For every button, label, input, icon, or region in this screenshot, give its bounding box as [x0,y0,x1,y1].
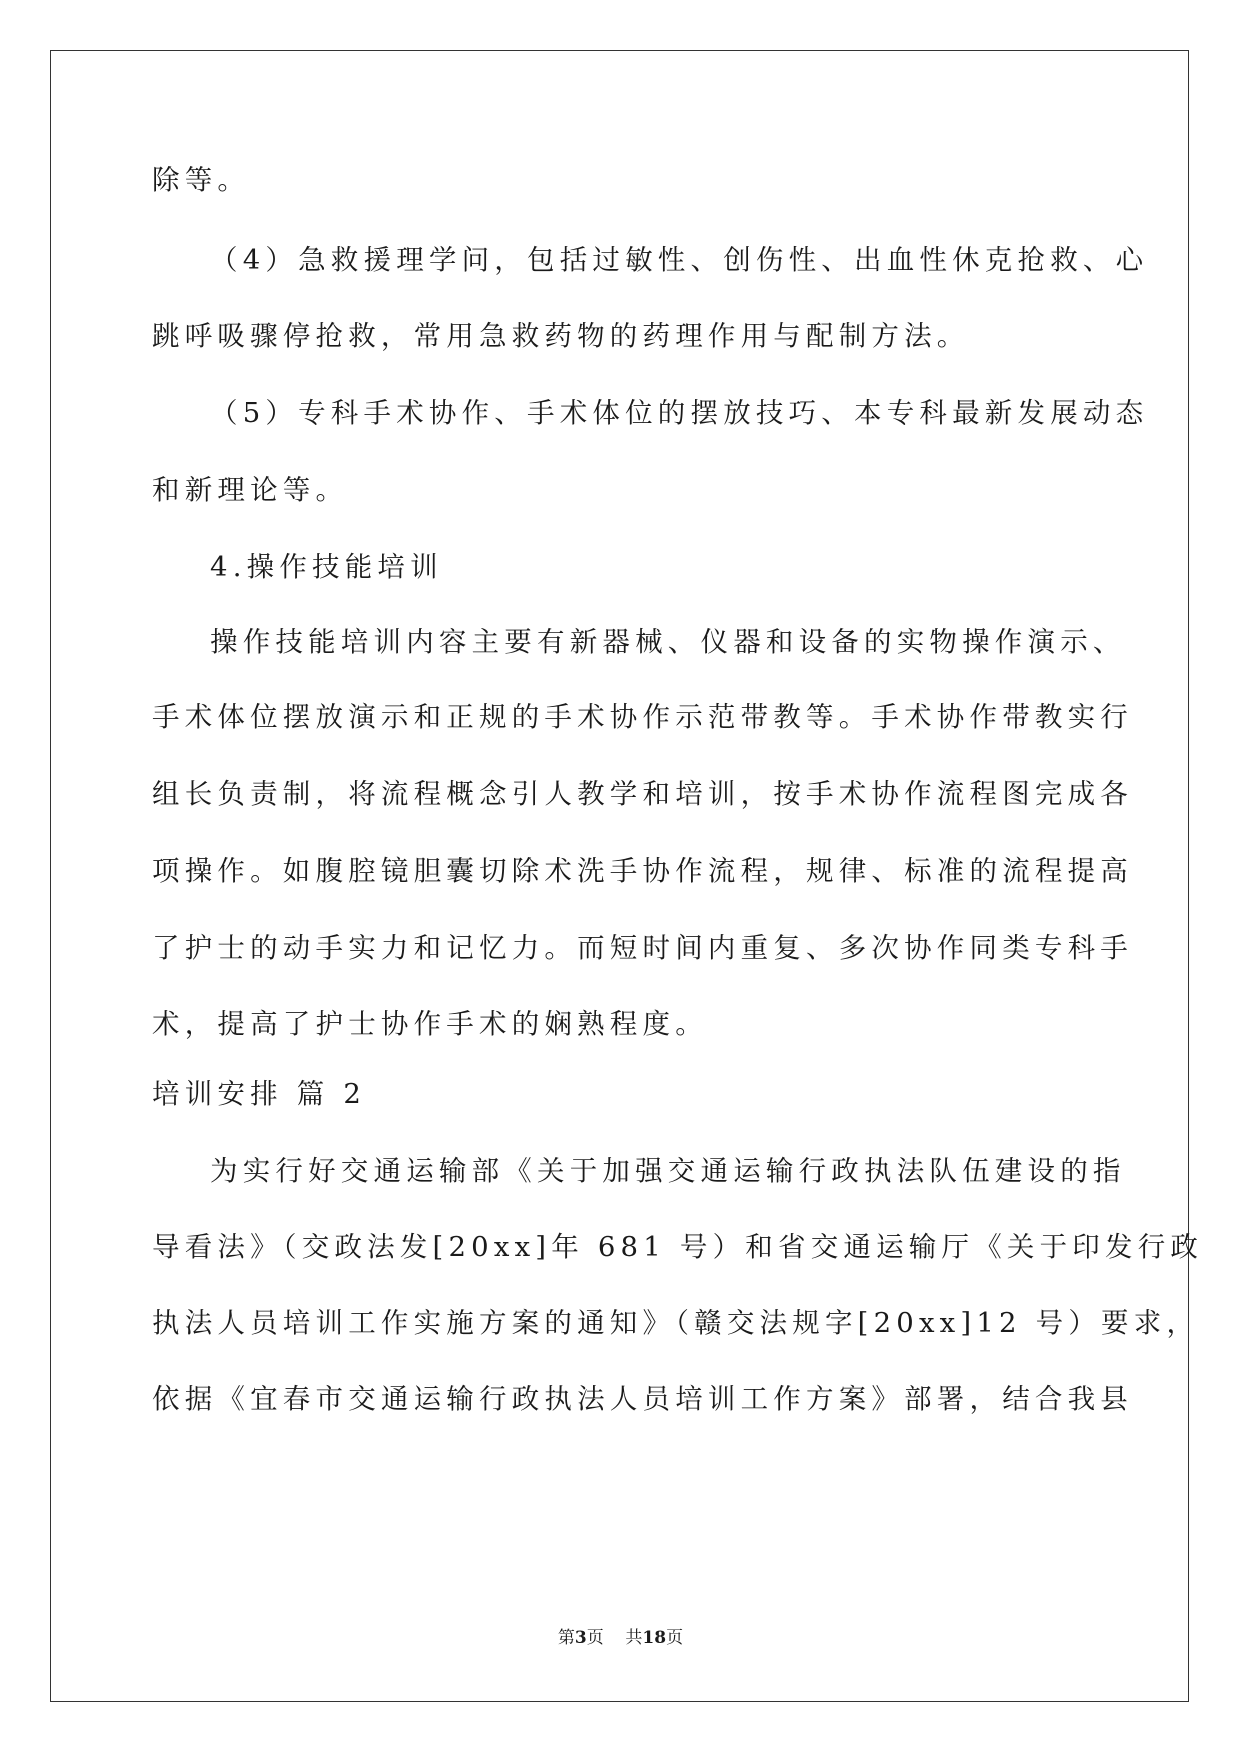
text-line: （4）急救援理学问，包括过敏性、创伤性、出血性休克抢救、心 [210,244,1149,276]
footer-prefix: 第 [557,1628,575,1648]
text-line: （5）专科手术协作、手术体位的摆放技巧、本专科最新发展动态 [210,397,1149,429]
text-line: 和新理论等。 [152,474,349,506]
text-line: 跳呼吸骤停抢救，常用急救药物的药理作用与配制方法。 [152,320,970,352]
text-line: 导看法》（交政法发[20xx]年 681 号）和省交通运输厅《关于印发行政 [152,1231,1204,1263]
text-line: 项操作。如腹腔镜胆囊切除术洗手协作流程，规律、标准的流程提高 [152,855,1133,887]
text-line: 了护士的动手实力和记忆力。而短时间内重复、多次协作同类专科手 [152,932,1133,964]
total-pages: 18 [642,1628,667,1648]
text-line: 手术体位摆放演示和正规的手术协作示范带教等。手术协作带教实行 [152,701,1133,733]
text-line: 为实行好交通运输部《关于加强交通运输行政执法队伍建设的指 [210,1155,1126,1187]
page-footer [0,1626,1241,1650]
text-line: 除等。 [152,164,251,196]
text-line: 依据《宜春市交通运输行政执法人员培训工作方案》部署，结合我县 [152,1383,1133,1415]
footer-mid: 页 共 [586,1628,643,1648]
section-heading: 4.操作技能培训 [210,551,443,583]
text-line: 操作技能培训内容主要有新器械、仪器和设备的实物操作演示、 [210,626,1126,658]
text-line: 执法人员培训工作实施方案的通知》（赣交法规字[20xx]12 号）要求， [152,1307,1200,1339]
page-number: 3 [574,1628,587,1648]
text-line: 术，提高了护士协作手术的娴熟程度。 [152,1008,708,1040]
article-heading: 培训安排 篇 2 [152,1078,367,1110]
footer-suffix: 页 [666,1628,684,1648]
text-line: 组长负责制，将流程概念引人教学和培训，按手术协作流程图完成各 [152,778,1133,810]
